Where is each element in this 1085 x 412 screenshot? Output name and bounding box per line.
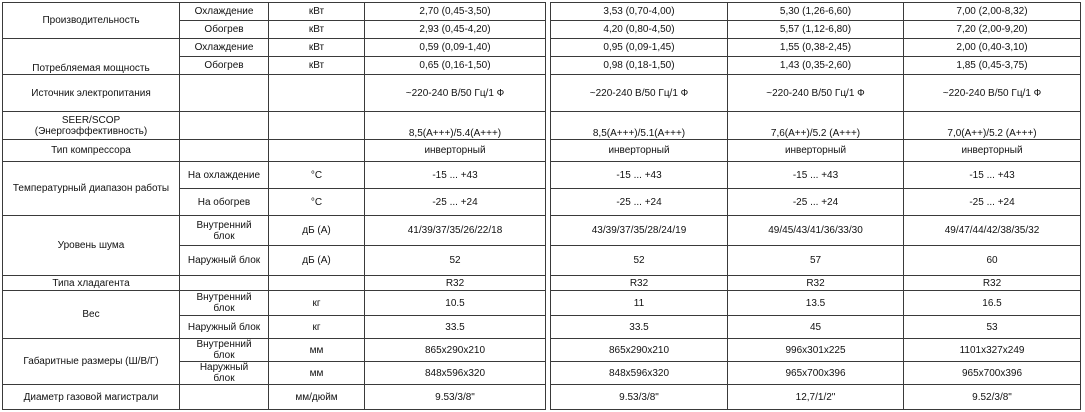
table-row (3, 276, 1081, 291)
value-cell: -25 ... +24 (728, 189, 904, 216)
table-row (3, 385, 1081, 410)
value-cell: 996x301x225 (728, 339, 904, 362)
value-cell: 2,00 (0,40-3,10) (904, 39, 1081, 57)
value-cell: инверторный (904, 140, 1081, 162)
sub-label: Наружный блок (180, 316, 269, 339)
sub-label (180, 362, 269, 385)
value-cell: 3,53 (0,70-4,00) (551, 3, 728, 21)
value-cell: 49/45/43/41/36/33/30 (728, 216, 904, 246)
value-cell: 16.5 (904, 291, 1081, 316)
unit-cell: кг (269, 291, 365, 316)
empty-cell (180, 75, 269, 112)
sub-label-line: Внутренний (196, 292, 252, 303)
value-cell: ~220-240 В/50 Гц/1 Ф (904, 75, 1081, 112)
value-cell: -25 ... +24 (551, 189, 728, 216)
value-cell: 0,95 (0,09-1,45) (551, 39, 728, 57)
value-cell: 9.53/3/8" (551, 385, 728, 410)
value-cell: 865x290x210 (551, 339, 728, 362)
value-cell: R32 (728, 276, 904, 291)
value-cell: инверторный (728, 140, 904, 162)
value-cell: 11 (551, 291, 728, 316)
unit-cell: кВт (269, 3, 365, 21)
value-cell: 12,7/1/2" (728, 385, 904, 410)
table-row (3, 216, 1081, 246)
value-cell: 5,30 (1,26-6,60) (728, 3, 904, 21)
empty-cell (269, 75, 365, 112)
value-cell: 33.5 (551, 316, 728, 339)
value-cell: 45 (728, 316, 904, 339)
param-label: Габаритные размеры (Ш/В/Г) (3, 339, 180, 385)
value-cell: 53 (904, 316, 1081, 339)
value-cell: 8,5(A+++)/5.4(A+++) (365, 112, 546, 140)
value-cell: R32 (365, 276, 546, 291)
value-cell: 52 (551, 246, 728, 276)
unit-cell: дБ (А) (269, 216, 365, 246)
sub-label: На обогрев (180, 189, 269, 216)
value-cell: 7,0(A++)/5.2 (A+++) (904, 112, 1081, 140)
param-label: Вес (3, 291, 180, 339)
value-cell: 13.5 (728, 291, 904, 316)
param-label: Потребляемая мощность (3, 39, 180, 75)
spec-table (2, 2, 1081, 410)
value-cell: 1,55 (0,38-2,45) (728, 39, 904, 57)
param-label: Тип компрессора (3, 140, 180, 162)
value-cell: 49/47/44/42/38/35/32 (904, 216, 1081, 246)
param-label: Производительность (3, 3, 180, 39)
value-cell: 9.53/3/8" (365, 385, 546, 410)
unit-cell: кг (269, 316, 365, 339)
sub-label: На охлаждение (180, 162, 269, 189)
param-label-line: (Энергоэффективность) (34, 125, 148, 137)
value-cell: 848x596x320 (365, 362, 546, 385)
value-cell: 7,00 (2,00-8,32) (904, 3, 1081, 21)
unit-cell: кВт (269, 57, 365, 75)
value-cell: инверторный (365, 140, 546, 162)
empty-cell (269, 140, 365, 162)
value-cell: 8,5(A+++)/5.1(A+++) (551, 112, 728, 140)
sub-label: Обогрев (180, 21, 269, 39)
table-row (3, 162, 1081, 189)
sub-label (180, 339, 269, 362)
table-row (3, 339, 1081, 362)
value-cell: -15 ... +43 (904, 162, 1081, 189)
value-cell: 60 (904, 246, 1081, 276)
value-cell: 848x596x320 (551, 362, 728, 385)
empty-cell (269, 276, 365, 291)
table-row (3, 291, 1081, 316)
value-cell: 10.5 (365, 291, 546, 316)
table-row (3, 140, 1081, 162)
value-cell: -25 ... +24 (904, 189, 1081, 216)
value-cell: 965x700x396 (728, 362, 904, 385)
value-cell: ~220-240 В/50 Гц/1 Ф (728, 75, 904, 112)
value-cell: 33.5 (365, 316, 546, 339)
unit-cell: мм (269, 339, 365, 362)
sub-label: Наружный блок (180, 246, 269, 276)
sub-label: Охлаждение (180, 39, 269, 57)
value-cell: ~220-240 В/50 Гц/1 Ф (551, 75, 728, 112)
empty-cell (180, 140, 269, 162)
value-cell: 2,70 (0,45-3,50) (365, 3, 546, 21)
empty-cell (180, 112, 269, 140)
value-cell: 7,20 (2,00-9,20) (904, 21, 1081, 39)
value-cell: 5,57 (1,12-6,80) (728, 21, 904, 39)
value-cell: 57 (728, 246, 904, 276)
table-row (3, 39, 1081, 57)
empty-cell (180, 385, 269, 410)
value-cell: 2,93 (0,45-4,20) (365, 21, 546, 39)
value-cell: 41/39/37/35/26/22/18 (365, 216, 546, 246)
value-cell: -15 ... +43 (551, 162, 728, 189)
param-label: Типа хладагента (3, 276, 180, 291)
value-cell: 43/39/37/35/28/24/19 (551, 216, 728, 246)
sub-label: Охлаждение (180, 3, 269, 21)
unit-cell: дБ (А) (269, 246, 365, 276)
unit-cell: кВт (269, 21, 365, 39)
param-label: Источник электропитания (3, 75, 180, 112)
value-cell: 52 (365, 246, 546, 276)
empty-cell (180, 276, 269, 291)
unit-cell: мм (269, 362, 365, 385)
value-cell: -15 ... +43 (728, 162, 904, 189)
value-cell: 0,59 (0,09-1,40) (365, 39, 546, 57)
sub-label-line: Внутренний (196, 219, 252, 231)
sub-label (180, 216, 269, 246)
unit-cell: °C (269, 162, 365, 189)
sub-label: Обогрев (180, 57, 269, 75)
table-row (3, 112, 1081, 140)
table-row (3, 75, 1081, 112)
value-cell: -25 ... +24 (365, 189, 546, 216)
sub-label-line: Внутренний (196, 339, 252, 350)
value-cell: инверторный (551, 140, 728, 162)
unit-cell: кВт (269, 39, 365, 57)
unit-cell: °C (269, 189, 365, 216)
param-label: Диаметр газовой магистрали (3, 385, 180, 410)
sub-label-line: блок (213, 303, 235, 314)
value-cell: 0,98 (0,18-1,50) (551, 57, 728, 75)
value-cell: 865x290x210 (365, 339, 546, 362)
table-row (3, 3, 1081, 21)
param-label: Уровень шума (3, 216, 180, 276)
sub-label-line: блок (213, 373, 235, 384)
value-cell: -15 ... +43 (365, 162, 546, 189)
param-label (3, 112, 180, 140)
value-cell: 965x700x396 (904, 362, 1081, 385)
sub-label (180, 291, 269, 316)
param-label: Температурный диапазон работы (3, 162, 180, 216)
empty-cell (269, 112, 365, 140)
sub-label-line: блок (213, 230, 235, 242)
value-cell: R32 (904, 276, 1081, 291)
value-cell: 9.52/3/8" (904, 385, 1081, 410)
sub-label-line: Наружный (199, 362, 249, 373)
value-cell: 1,43 (0,35-2,60) (728, 57, 904, 75)
value-cell: 1,85 (0,45-3,75) (904, 57, 1081, 75)
value-cell: 1101x327x249 (904, 339, 1081, 362)
value-cell: 0,65 (0,16-1,50) (365, 57, 546, 75)
sub-label-line: блок (213, 350, 235, 361)
value-cell: 4,20 (0,80-4,50) (551, 21, 728, 39)
param-label-line: SEER/SCOP (61, 114, 121, 126)
unit-cell: мм/дюйм (269, 385, 365, 410)
value-cell: R32 (551, 276, 728, 291)
value-cell: ~220-240 В/50 Гц/1 Ф (365, 75, 546, 112)
value-cell: 7,6(A++)/5.2 (A+++) (728, 112, 904, 140)
